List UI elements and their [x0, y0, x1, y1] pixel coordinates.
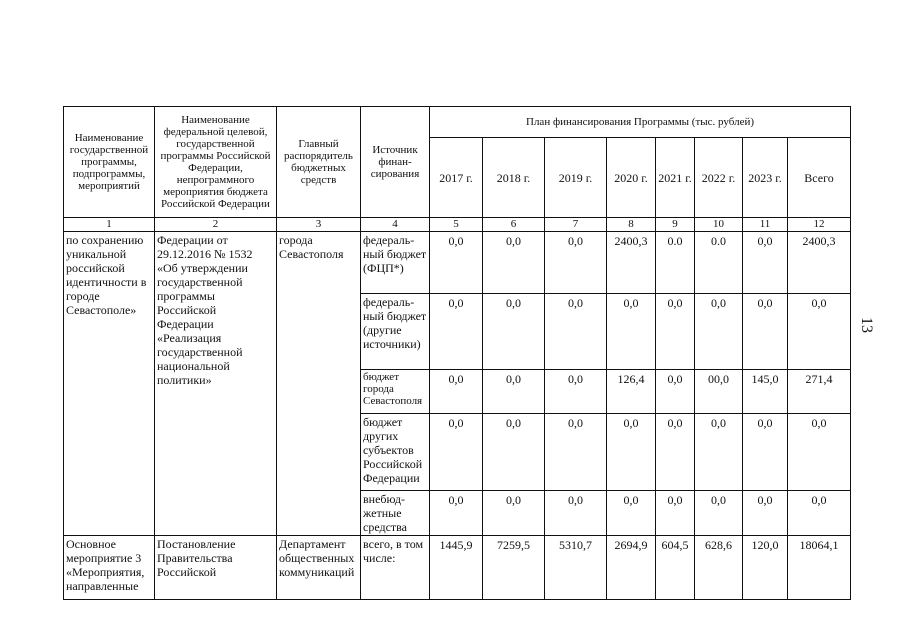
value-cell: 0,0	[743, 414, 788, 491]
total-cell: 18064,1	[788, 536, 851, 600]
value-cell: 0,0	[607, 491, 656, 536]
value-cell: 5310,7	[545, 536, 607, 600]
value-cell: 0,0	[656, 491, 695, 536]
value-cell: 0,0	[656, 414, 695, 491]
value-cell: 0,0	[430, 491, 483, 536]
value-cell: 0,0	[545, 370, 607, 414]
value-cell: 0,0	[545, 414, 607, 491]
value-cell: 628,6	[695, 536, 743, 600]
value-cell: 0,0	[656, 294, 695, 370]
header-year: 2021 г.	[656, 138, 695, 218]
source-cell: бюджет других субъектов Российской Федерации	[361, 414, 430, 491]
value-cell: 0,0	[743, 232, 788, 294]
value-cell: 604,5	[656, 536, 695, 600]
column-index: 1	[64, 218, 155, 232]
value-cell: 0,0	[695, 294, 743, 370]
source-cell: внебюд-жетные средства	[361, 491, 430, 536]
value-cell: 0,0	[607, 414, 656, 491]
column-index: 11	[743, 218, 788, 232]
column-index: 9	[656, 218, 695, 232]
header-source: Источник финан-сирования	[361, 107, 430, 218]
value-cell: 0,0	[656, 370, 695, 414]
value-cell: 0,0	[483, 232, 545, 294]
index-row	[64, 218, 851, 232]
value-cell: 0,0	[430, 232, 483, 294]
value-cell: 7259,5	[483, 536, 545, 600]
value-cell: 2694,9	[607, 536, 656, 600]
header-year: 2017 г.	[430, 138, 483, 218]
header-federal-program: Наименование федеральной целевой, государственной программы Российской Федерации, непрограммного мероприятия бюджета Российской Федерации	[155, 107, 277, 218]
value-cell: 0,0	[430, 294, 483, 370]
column-index: 4	[361, 218, 430, 232]
column-index: 6	[483, 218, 545, 232]
value-cell: 0,0	[545, 491, 607, 536]
value-cell: 0,0	[483, 491, 545, 536]
header-total: Всего	[788, 138, 851, 218]
program-name-cell: по сохранению уникальной российской идентичности в городе Севастополе»	[64, 232, 155, 536]
column-index: 3	[277, 218, 361, 232]
header-year: 2018 г.	[483, 138, 545, 218]
value-cell: 0,0	[545, 232, 607, 294]
header-year: 2020 г.	[607, 138, 656, 218]
total-cell: 0,0	[788, 414, 851, 491]
header-year: 2023 г.	[743, 138, 788, 218]
value-cell: 0,0	[430, 370, 483, 414]
federal-program-cell: Постановление Правительства Российской	[155, 536, 277, 600]
total-cell: 2400,3	[788, 232, 851, 294]
column-index: 8	[607, 218, 656, 232]
source-cell: федераль-ный бюджет (другие источники)	[361, 294, 430, 370]
value-cell: 0,0	[483, 294, 545, 370]
column-index: 7	[545, 218, 607, 232]
value-cell: 0,0	[545, 294, 607, 370]
total-cell: 0,0	[788, 294, 851, 370]
column-index: 12	[788, 218, 851, 232]
program-name-cell: Основное мероприятие 3 «Мероприятия, направленные	[64, 536, 155, 600]
value-cell: 120,0	[743, 536, 788, 600]
value-cell: 0.0	[695, 232, 743, 294]
value-cell: 1445,9	[430, 536, 483, 600]
source-cell: федераль-ный бюджет (ФЦП*)	[361, 232, 430, 294]
total-cell: 0,0	[788, 491, 851, 536]
table-row	[64, 232, 851, 294]
header-distributor: Главный распорядитель бюджетных средств	[277, 107, 361, 218]
page-number: 13	[858, 317, 875, 333]
value-cell: 0,0	[607, 294, 656, 370]
value-cell: 126,4	[607, 370, 656, 414]
distributor-cell: города Севастополя	[277, 232, 361, 536]
value-cell: 0,0	[695, 491, 743, 536]
header-financing-plan: План финансирования Программы (тыс. рублей)	[430, 107, 851, 138]
financing-table	[63, 106, 851, 600]
value-cell: 145,0	[743, 370, 788, 414]
value-cell: 0,0	[483, 370, 545, 414]
value-cell: 0,0	[483, 414, 545, 491]
value-cell: 2400,3	[607, 232, 656, 294]
total-cell: 271,4	[788, 370, 851, 414]
source-cell: бюджет города Севастополя	[361, 370, 430, 414]
distributor-cell: Департамент общественных коммуникаций	[277, 536, 361, 600]
column-index: 10	[695, 218, 743, 232]
header-row	[64, 107, 851, 138]
federal-program-cell: Федерации от 29.12.2016 № 1532 «Об утверждении государственной программы Российской Федерации «Реализация государственной национальной политики»	[155, 232, 277, 536]
header-year: 2019 г.	[545, 138, 607, 218]
value-cell: 0,0	[743, 491, 788, 536]
value-cell: 0,0	[695, 414, 743, 491]
value-cell: 0,0	[743, 294, 788, 370]
value-cell: 00,0	[695, 370, 743, 414]
column-index: 2	[155, 218, 277, 232]
header-year: 2022 г.	[695, 138, 743, 218]
header-program-name: Наименование государственной программы, подпрограммы, мероприятий	[64, 107, 155, 218]
value-cell: 0.0	[656, 232, 695, 294]
source-cell: всего, в том числе:	[361, 536, 430, 600]
table-row	[64, 536, 851, 600]
column-index: 5	[430, 218, 483, 232]
value-cell: 0,0	[430, 414, 483, 491]
